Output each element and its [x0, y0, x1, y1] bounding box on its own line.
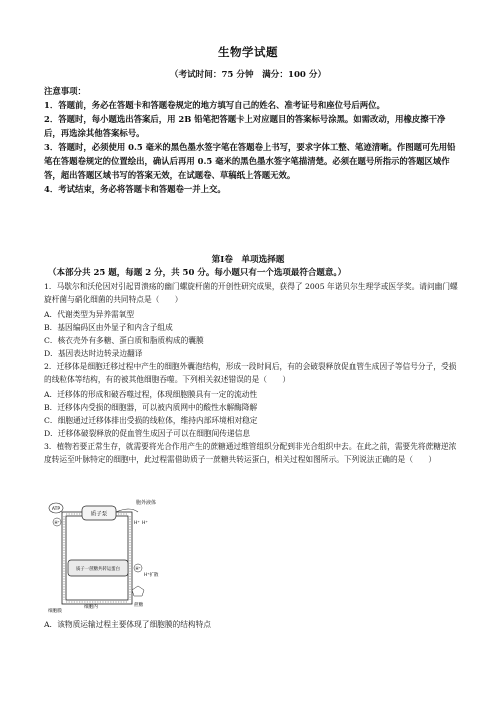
- question-2-option-d: D．迁移体破裂释放的促血管生成因子可以在细胞间传递信息: [44, 429, 251, 438]
- sucrose-label: 蔗糖: [134, 603, 144, 608]
- membrane-outer: [62, 512, 132, 604]
- proton-label: H⁺: [135, 566, 141, 571]
- question-1-option-d: D．基因表达时边转录边翻译: [44, 349, 143, 358]
- note-item: 2．答题时，每小题选出答案后，用 2B 铅笔把答题卡上对应题目的答案标号涂黑。如需改动，用橡皮擦干净后，再选涂其他答案标号。: [44, 114, 446, 138]
- proton-label: H⁺: [142, 521, 148, 526]
- question-3-option-a: A．该物质运输过程主要体现了细胞膜的结构特点: [44, 620, 211, 629]
- note-item: 4．考试结束，务必将答题卡和答题卷一并上交。: [44, 184, 226, 194]
- question-2-stem: 2．迁移体是细胞迁移过程中产生的细胞外囊泡结构，形成一段时间后，有的会破裂释放促血管生成因子等信号分子，受损的线粒体等结构，有的被其他细胞吞噬。下列相关叙述错误的是（ ）: [44, 362, 457, 385]
- question-1-stem: 1．马歇尔和沃伦因对引起胃溃疡的幽门螺旋杆菌的开创性研究成果，获得了 2005 年诺贝尔生理学或医学奖。请问幽门螺旋杆菌与硝化细菌的共同特点是（ ）: [44, 282, 458, 305]
- proton-label: H⁺: [134, 521, 140, 526]
- exam-info: （考试时间：75 分钟 满分：100 分）: [169, 70, 327, 80]
- sucrose-icon: [132, 586, 144, 596]
- proton-label: H⁺: [54, 520, 60, 525]
- membrane-inner: [66, 516, 128, 600]
- question-1-option-a: A．代谢类型为异养需氧型: [44, 310, 135, 319]
- diffusion-label: H⁺扩散: [144, 573, 159, 578]
- question-2-option-b: B．迁移体内受损的细胞器，可以被内质网中的酸性水解酶降解: [44, 403, 258, 412]
- cotransporter-label: 质子一蔗糖共转运蛋白: [76, 567, 120, 572]
- atp-label: ATP: [51, 507, 61, 512]
- proton-arrow: [116, 509, 138, 512]
- notes-section: [44, 84, 460, 196]
- section-title: 第Ⅰ卷 单项选择题: [211, 255, 285, 265]
- note-item: 3．答题时，必须使用 0.5 毫米的黑色墨水签字笔在答题卷上书写，要求字体工整、笔迹清晰。作图题可先用铅笔在答题卷规定的位置绘出，确认后再用 0.5 毫米的黑色墨水签字笔描清楚。必须在题号所指示的答题区域作答，超出答题区域书写的答案无效，在试题卷、草稿纸上答题无效。: [44, 142, 456, 180]
- note-item: 1．答题前，务必在答题卡和答题卷规定的地方填写自己的姓名、准考证号和座位号后两位。: [44, 100, 385, 110]
- section-instruction: （本部分共 25 题，每题 2 分，共 50 分。每小题只有一个选项最符合题意。）: [48, 268, 347, 278]
- question-2-option-c: C．细胞通过迁移体排出受损的线粒体，维持内部环境相对稳定: [44, 416, 258, 425]
- sucrose-transport-diagram: [48, 496, 168, 614]
- outside-label: 胞外液体: [136, 500, 157, 506]
- membrane-label: 细胞膜: [48, 609, 62, 614]
- inside-label: 细胞内: [84, 605, 98, 610]
- pump-label: 质子泵: [90, 511, 108, 518]
- question-3-stem: 3．植物若要正常生存，就需要将光合作用产生的蔗糖通过维管组织分配到非光合组织中去。在此之前，需要先将蔗糖逆浓度转运至叶脉特定的细胞中，此过程需借助质子一蔗糖共转运蛋白，相关过程如图所示。下列说法正确的是（ ）: [44, 442, 457, 465]
- page-title: 生物学试题: [218, 45, 278, 59]
- question-2-option-a: A．迁移体的形成和破吞噬过程，体现细胞膜具有一定的流动性: [44, 390, 258, 399]
- question-1-option-b: B．基因编码区由外显子和内含子组成: [44, 323, 173, 332]
- notes-heading: 注意事项：: [44, 86, 86, 96]
- phospholipid-heads: [64, 514, 130, 602]
- question-1-option-c: C．核衣壳外有多糖、蛋白质和脂质构成的囊膜: [44, 336, 204, 345]
